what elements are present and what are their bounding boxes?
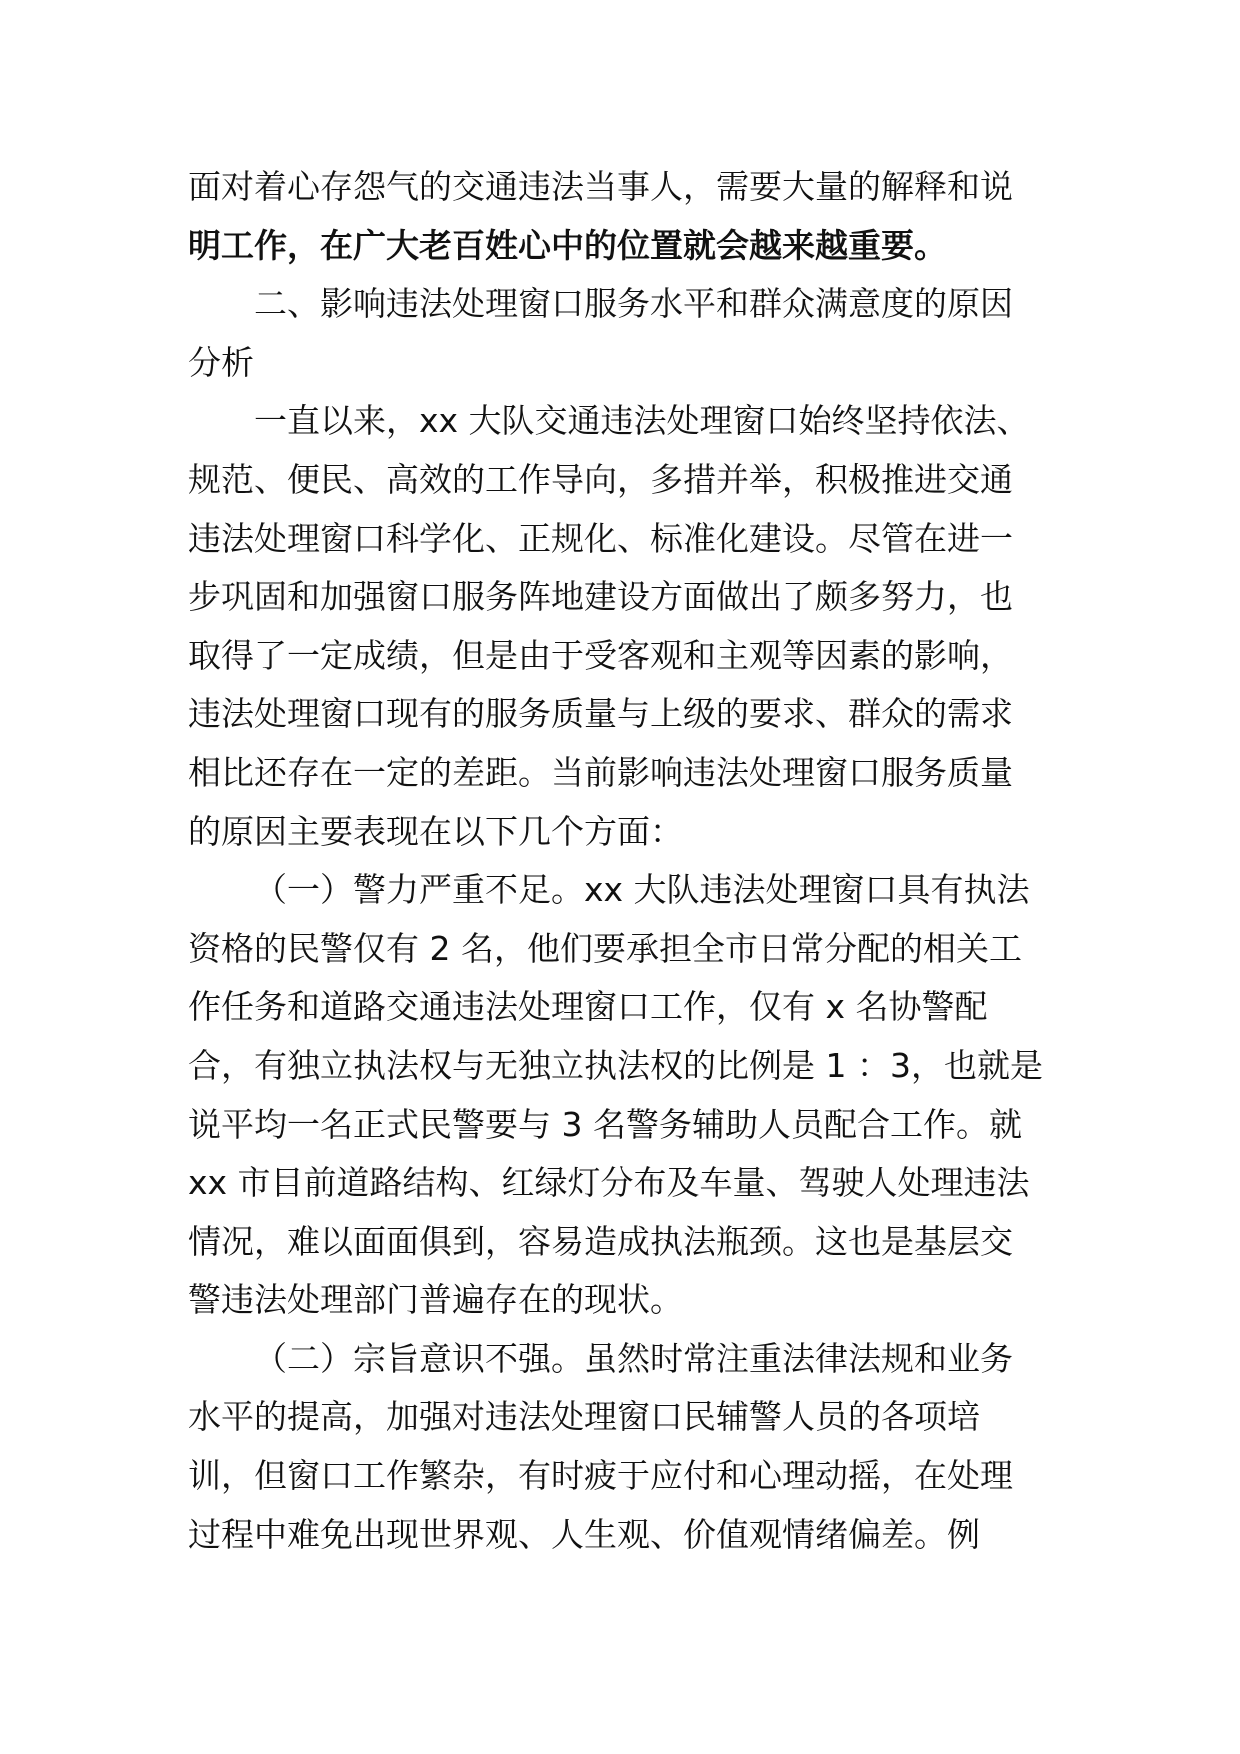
- text-line: （二）宗旨意识不强。虽然时常注重法律法规和业务: [254, 1338, 1013, 1378]
- document-body: [188, 158, 1058, 1564]
- text-line: 相比还存在一定的差距。当前影响违法处理窗口服务质量: [188, 752, 1013, 792]
- text-line: xx 市目前道路结构、红绿灯分布及车量、驾驶人处理违法: [188, 1163, 1030, 1203]
- text-line: 一直以来，xx 大队交通违法处理窗口始终坚持依法、: [254, 401, 1030, 441]
- text-line: 资格的民警仅有 2 名，他们要承担全市日常分配的相关工: [188, 928, 1022, 968]
- text-line: 作任务和道路交通违法处理窗口工作，仅有 x 名协警配: [188, 987, 988, 1027]
- text-line: 取得了一定成绩，但是由于受客观和主观等因素的影响，: [188, 635, 1013, 675]
- text-line: 水平的提高，加强对违法处理窗口民辅警人员的各项培: [188, 1397, 980, 1437]
- text-line: 合，有独立执法权与无独立执法权的比例是 1 ：3，也就是: [188, 1045, 1043, 1085]
- text-line: 违法处理窗口现有的服务质量与上级的要求、群众的需求: [188, 694, 1013, 734]
- text-line: 违法处理窗口科学化、正规化、标准化建设。尽管在进一: [188, 518, 1013, 558]
- text-line: （一）警力严重不足。xx 大队违法处理窗口具有执法: [254, 870, 1030, 910]
- text-line: 步巩固和加强窗口服务阵地建设方面做出了颇多努力，也: [188, 577, 1013, 617]
- text-line: 说平均一名正式民警要与 3 名警务辅助人员配合工作。就: [188, 1104, 1022, 1144]
- text-line: 明工作，在广大老百姓心中的位置就会越来越重要。: [188, 225, 947, 265]
- text-line: 训，但窗口工作繁杂，有时疲于应付和心理动摇，在处理: [188, 1456, 1013, 1496]
- text-line: 面对着心存怨气的交通违法当事人，需要大量的解释和说: [188, 167, 1013, 206]
- text-line: 情况，难以面面俱到，容易造成执法瓶颈。这也是基层交: [188, 1221, 1013, 1261]
- text-line: 的原因主要表现在以下几个方面：: [188, 811, 683, 851]
- text-line: 分析: [188, 342, 254, 382]
- text-line: 警违法处理部门普遍存在的现状。: [188, 1280, 683, 1320]
- text-line: 二、影响违法处理窗口服务水平和群众满意度的原因: [254, 284, 1013, 324]
- text-line: 规范、便民、高效的工作导向，多措并举，积极推进交通: [188, 459, 1013, 499]
- text-line: 过程中难免出现世界观、人生观、价值观情绪偏差。例: [188, 1514, 980, 1554]
